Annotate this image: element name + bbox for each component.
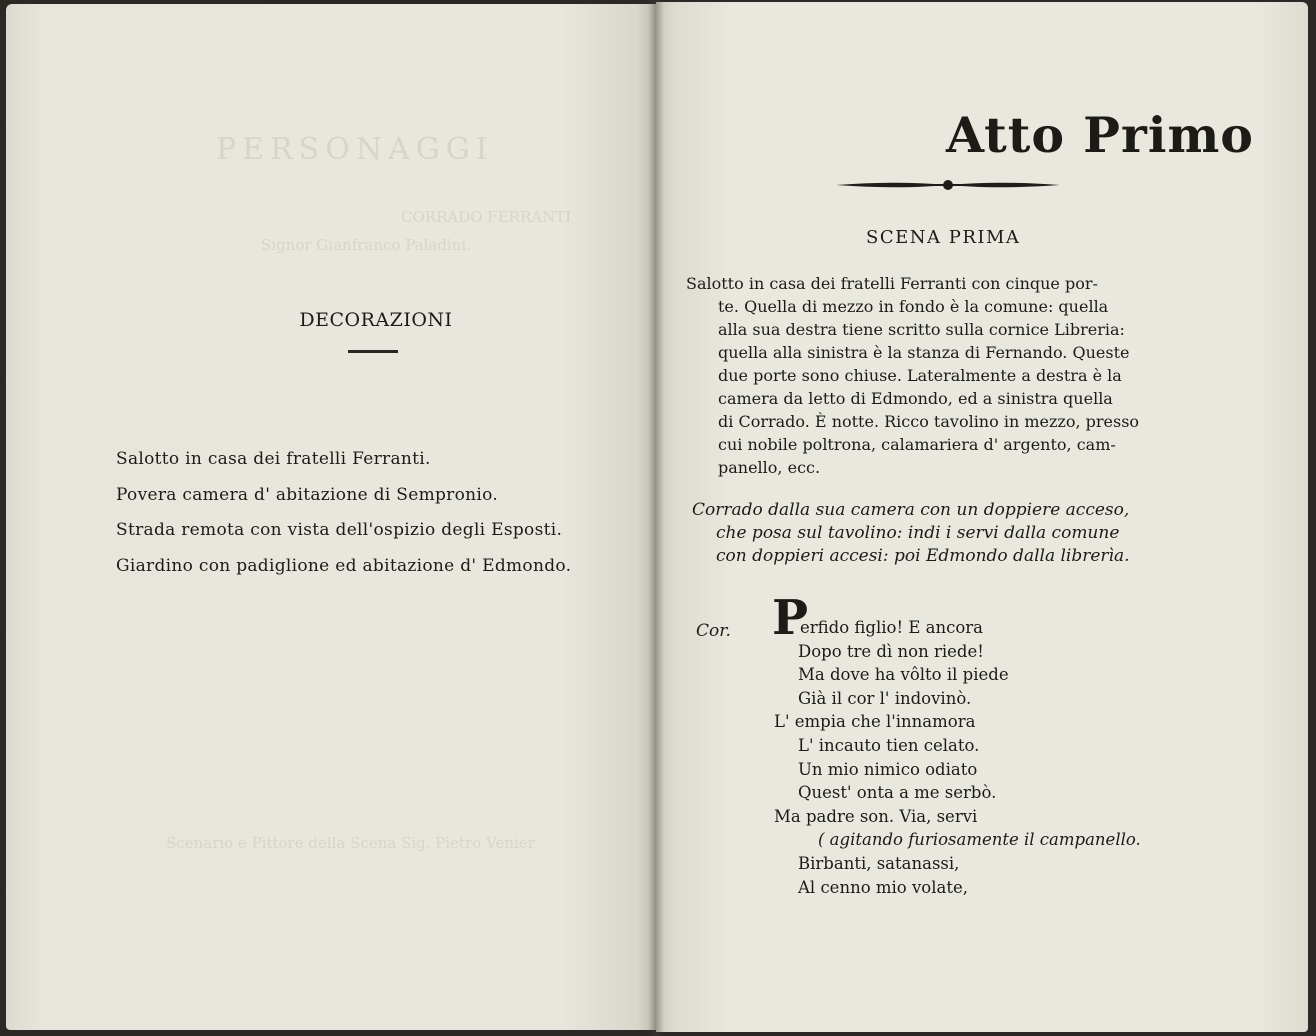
list-item: Salotto in casa dei fratelli Ferranti. <box>116 449 431 469</box>
heading-rule <box>348 350 398 353</box>
verse-line: L' empia che l'innamora <box>774 712 976 732</box>
act-title: Atto Primo <box>946 106 1254 164</box>
list-item: Giardino con padiglione ed abitazione d' Edmondo. <box>116 555 572 576</box>
book-gutter <box>648 0 664 1036</box>
list-item: Povera camera d' abitazione di Sempronio. <box>116 484 499 505</box>
ornament-rule <box>834 180 1062 190</box>
stage-note: ( agitando furiosamente il campanello. <box>818 830 1141 850</box>
bleed-through-text: Signor Gianfranco Paladini. <box>261 236 471 254</box>
speaker-name: Cor. <box>696 621 731 641</box>
text-line: Salotto in casa dei fratelli Ferranti con cinque por- <box>686 274 1098 293</box>
verse-line: Birbanti, satanassi, <box>798 853 960 873</box>
text-line: cui nobile poltrona, calamariera d' argento, cam- <box>718 435 1116 454</box>
text-line: di Corrado. È notte. Ricco tavolino in mezzo, presso <box>718 412 1140 431</box>
left-page <box>6 4 656 1030</box>
scene-title: SCENA PRIMA <box>866 227 1021 248</box>
setting-description <box>686 272 1221 479</box>
text-line: camera da letto di Edmondo, ed a sinistra quella <box>718 389 1113 408</box>
bleed-through-text: CORRADO FERRANTI <box>401 208 572 226</box>
verse-line: Al cenno mio volate, <box>798 877 968 897</box>
stage-direction <box>692 499 1232 568</box>
verse-block <box>774 616 1141 899</box>
right-page <box>656 2 1308 1032</box>
text-line: con doppieri accesi: poi Edmondo dalla librerìa. <box>716 546 1130 566</box>
verse-line: L' incauto tien celato. <box>798 735 980 755</box>
bleed-through-text: PERSONAGGI <box>216 132 494 167</box>
decorations-heading: DECORAZIONI <box>299 309 453 331</box>
text-line: che posa sul tavolino: indi i servi dalla comune <box>716 523 1120 543</box>
verse-line: Quest' onta a me serbò. <box>798 783 997 803</box>
drop-cap: P <box>772 590 809 646</box>
text-line: alla sua destra tiene scritto sulla cornice Libreria: <box>718 320 1125 339</box>
text-line: due porte sono chiuse. Lateralmente a destra è la <box>718 366 1122 385</box>
verse-line: Ma padre son. Via, servi <box>774 806 978 826</box>
verse-line: Dopo tre dì non riede! <box>798 641 984 661</box>
verse-line: erfido figlio! E ancora <box>800 618 983 637</box>
decorations-list <box>116 442 646 584</box>
bleed-through-text: Scenario e Pittore della Scena Sig. Pietro Venier <box>166 834 535 852</box>
text-line: Corrado dalla sua camera con un doppiere acceso, <box>692 500 1130 520</box>
text-line: quella alla sinistra è la stanza di Fernando. Queste <box>718 343 1130 362</box>
verse-line: Un mio nimico odiato <box>798 759 978 779</box>
text-line: panello, ecc. <box>718 458 821 477</box>
list-item: Strada remota con vista dell'ospizio degli Esposti. <box>116 520 563 540</box>
verse-line: Già il cor l' indovinò. <box>798 688 972 708</box>
text-line: te. Quella di mezzo in fondo è la comune: quella <box>718 297 1109 316</box>
verse-line: Ma dove ha vôlto il piede <box>798 665 1009 685</box>
